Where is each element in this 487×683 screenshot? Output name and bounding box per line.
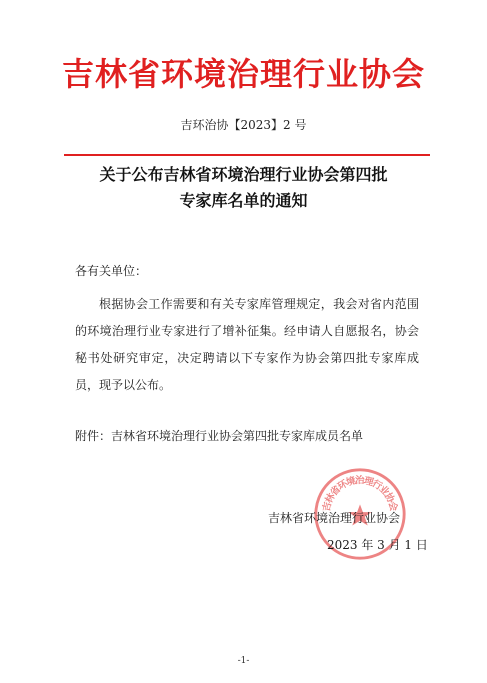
body-paragraph: 根据协会工作需要和有关专家库管理规定，我会对省内范围的环境治理行业专家进行了增补征集。经申请人自愿报名，协会秘书处研究审定，决定聘请以下专家作为协会第四批专家库成员，现予以公布。	[75, 297, 419, 392]
salutation: 各有关单位：	[75, 264, 148, 278]
notice-title-line-2: 专家库名单的通知	[179, 191, 308, 210]
signature-date: 2023 年 3 月 1 日	[327, 538, 428, 552]
notice-title-line-1: 关于公布吉林省环境治理行业协会第四批	[99, 165, 388, 184]
signature-organization: 吉林省环境治理行业协会	[268, 511, 401, 525]
document-number: 吉环治协【2023】2 号	[180, 118, 307, 132]
red-divider	[64, 154, 430, 156]
masthead-title: 吉林省环境治理行业协会	[61, 55, 425, 93]
seal-text: 吉林省环境治理行业协会	[321, 475, 399, 513]
page-number: -1-	[237, 656, 250, 666]
attachment-line: 附件：吉林省环境治理行业协会第四批专家库成员名单	[75, 429, 364, 443]
